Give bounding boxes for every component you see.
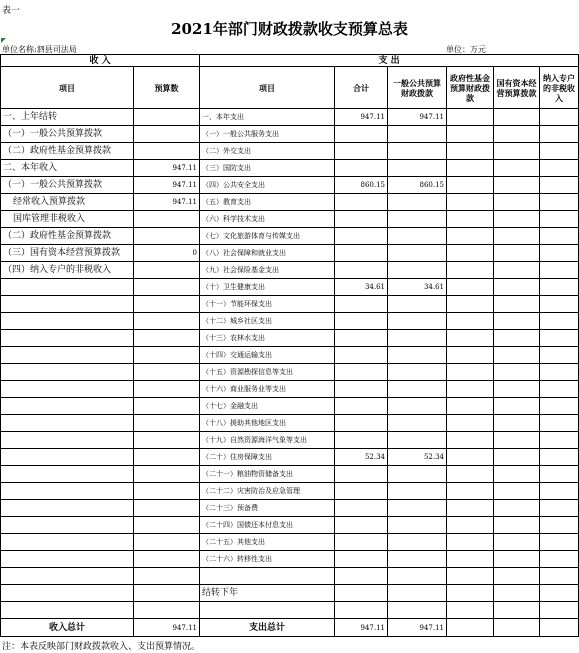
empty-cell xyxy=(494,602,540,619)
expense-general xyxy=(388,432,447,449)
expense-total: 52.34 xyxy=(335,449,388,466)
section-expense: 支 出 xyxy=(200,55,579,67)
income-budget xyxy=(134,466,200,483)
expense-item: （一）一般公共服务支出 xyxy=(200,126,335,143)
table-row xyxy=(1,279,579,296)
expense-general xyxy=(388,347,447,364)
expense-general xyxy=(388,245,447,262)
empty-cell xyxy=(447,228,494,245)
table-row xyxy=(1,602,579,619)
income-item xyxy=(1,568,134,585)
income-item xyxy=(1,279,134,296)
empty-cell xyxy=(540,585,579,602)
income-budget xyxy=(134,109,200,126)
empty-cell xyxy=(540,279,579,296)
expense-general xyxy=(388,517,447,534)
expense-total xyxy=(335,466,388,483)
expense-general xyxy=(388,211,447,228)
expense-item: （二十二）灾害防治及应急管理 xyxy=(200,483,335,500)
expense-total xyxy=(335,347,388,364)
table-row xyxy=(1,466,579,483)
expense-item: （七）文化旅游体育与传媒支出 xyxy=(200,228,335,245)
income-total-value: 947.11 xyxy=(134,619,200,637)
income-budget xyxy=(134,398,200,415)
income-item xyxy=(1,449,134,466)
expense-item: （十一）节能环保支出 xyxy=(200,296,335,313)
income-budget xyxy=(134,585,200,602)
expense-general xyxy=(388,551,447,568)
empty-cell xyxy=(540,568,579,585)
income-budget xyxy=(134,568,200,585)
expense-total xyxy=(335,551,388,568)
income-total-label: 收入总计 xyxy=(1,619,134,637)
income-item xyxy=(1,330,134,347)
empty-cell xyxy=(540,194,579,211)
empty-cell xyxy=(447,602,494,619)
empty-cell xyxy=(494,211,540,228)
empty-cell xyxy=(447,534,494,551)
expense-item: （二十五）其他支出 xyxy=(200,534,335,551)
empty-cell xyxy=(494,313,540,330)
expense-total xyxy=(335,364,388,381)
income-item xyxy=(1,517,134,534)
empty-cell xyxy=(494,330,540,347)
empty-cell xyxy=(494,483,540,500)
expense-item: （十）卫生健康支出 xyxy=(200,279,335,296)
table-row xyxy=(1,398,579,415)
empty-cell xyxy=(447,585,494,602)
unit-name: 单位名称:泗县司法局 xyxy=(2,45,77,54)
empty-cell xyxy=(494,228,540,245)
table-row xyxy=(1,585,579,602)
expense-general xyxy=(388,585,447,602)
expense-total-label: 支出总计 xyxy=(200,619,335,637)
income-budget xyxy=(134,551,200,568)
table-row xyxy=(1,347,579,364)
empty-cell xyxy=(447,177,494,194)
section-income: 收 入 xyxy=(1,55,200,67)
expense-total xyxy=(335,228,388,245)
table-row xyxy=(1,194,579,211)
expense-total xyxy=(335,143,388,160)
empty-cell xyxy=(494,194,540,211)
empty-cell xyxy=(494,449,540,466)
empty-cell xyxy=(494,347,540,364)
expense-item: （十三）农林水支出 xyxy=(200,330,335,347)
table-row xyxy=(1,296,579,313)
income-item xyxy=(1,551,134,568)
table-row xyxy=(1,177,579,194)
empty-cell xyxy=(447,449,494,466)
expense-total xyxy=(335,381,388,398)
expense-general xyxy=(388,330,447,347)
expense-total xyxy=(335,262,388,279)
expense-general xyxy=(388,262,447,279)
col-nontax: 纳入专户的非税收入 xyxy=(540,67,579,109)
expense-item: （十四）交通运输支出 xyxy=(200,347,335,364)
income-budget xyxy=(134,279,200,296)
table-row xyxy=(1,534,579,551)
expense-item: （二十四）国债还本付息支出 xyxy=(200,517,335,534)
income-item xyxy=(1,364,134,381)
table-row xyxy=(1,415,579,432)
expense-total xyxy=(335,568,388,585)
empty-cell xyxy=(540,211,579,228)
empty-cell xyxy=(540,364,579,381)
empty-cell xyxy=(494,143,540,160)
income-item: （一）一般公共预算拨款 xyxy=(1,177,134,194)
income-item xyxy=(1,602,134,619)
expense-total xyxy=(335,602,388,619)
expense-total xyxy=(335,415,388,432)
empty-cell xyxy=(540,619,579,637)
table-row xyxy=(1,109,579,126)
empty-cell xyxy=(540,432,579,449)
page-title: 2021年部门财政拨款收支预算总表 xyxy=(171,20,408,38)
table-row xyxy=(1,262,579,279)
table-row xyxy=(1,364,579,381)
expense-total xyxy=(335,330,388,347)
income-budget xyxy=(134,143,200,160)
empty-cell xyxy=(447,279,494,296)
expense-item: （九）社会保险基金支出 xyxy=(200,262,335,279)
empty-cell xyxy=(540,602,579,619)
expense-item: （二十六）转移性支出 xyxy=(200,551,335,568)
income-item: 一、上年结转 xyxy=(1,109,134,126)
income-budget xyxy=(134,211,200,228)
income-budget xyxy=(134,602,200,619)
expense-general xyxy=(388,534,447,551)
empty-cell xyxy=(447,313,494,330)
table-row xyxy=(1,517,579,534)
expense-general xyxy=(388,143,447,160)
expense-general xyxy=(388,483,447,500)
empty-cell xyxy=(447,483,494,500)
expense-total-total: 947.11 xyxy=(335,619,388,637)
expense-total: 34.61 xyxy=(335,279,388,296)
empty-cell xyxy=(540,177,579,194)
empty-cell xyxy=(540,228,579,245)
income-item xyxy=(1,381,134,398)
income-budget xyxy=(134,432,200,449)
income-budget xyxy=(134,415,200,432)
income-item: （四）纳入专户的非税收入 xyxy=(1,262,134,279)
expense-general xyxy=(388,313,447,330)
income-budget: 947.11 xyxy=(134,194,200,211)
income-item xyxy=(1,432,134,449)
table-row xyxy=(1,381,579,398)
income-item xyxy=(1,398,134,415)
empty-cell xyxy=(494,466,540,483)
table-row xyxy=(1,551,579,568)
income-item: （三）国有资本经营预算拨款 xyxy=(1,245,134,262)
table-row xyxy=(1,228,579,245)
footnote: 注：本表反映部门财政拨款收入、支出预算情况。 xyxy=(2,642,201,652)
expense-item: （十五）资源勘探信息等支出 xyxy=(200,364,335,381)
empty-cell xyxy=(540,466,579,483)
empty-cell xyxy=(494,381,540,398)
expense-general xyxy=(388,160,447,177)
expense-item: （二十一）粮油物资储备支出 xyxy=(200,466,335,483)
income-item: （一）一般公共预算拨款 xyxy=(1,126,134,143)
expense-total xyxy=(335,585,388,602)
income-item xyxy=(1,500,134,517)
expense-item xyxy=(200,602,335,619)
expense-general xyxy=(388,500,447,517)
table-row xyxy=(1,500,579,517)
empty-cell xyxy=(540,415,579,432)
expense-item: （五）教育支出 xyxy=(200,194,335,211)
empty-cell xyxy=(494,160,540,177)
table-row xyxy=(1,432,579,449)
expense-total xyxy=(335,296,388,313)
empty-cell xyxy=(447,551,494,568)
empty-cell xyxy=(494,364,540,381)
table-row xyxy=(1,126,579,143)
table-row xyxy=(1,211,579,228)
income-budget xyxy=(134,483,200,500)
table-row xyxy=(1,568,579,585)
expense-item: （八）社会保障和就业支出 xyxy=(200,245,335,262)
expense-item: （二十）住房保障支出 xyxy=(200,449,335,466)
income-item xyxy=(1,483,134,500)
empty-cell xyxy=(540,347,579,364)
income-item: 经常收入预算拨款 xyxy=(1,194,134,211)
empty-cell xyxy=(447,432,494,449)
expense-general xyxy=(388,381,447,398)
expense-general: 947.11 xyxy=(388,109,447,126)
expense-total xyxy=(335,313,388,330)
expense-general xyxy=(388,466,447,483)
empty-cell xyxy=(447,296,494,313)
expense-total xyxy=(335,211,388,228)
empty-cell xyxy=(447,245,494,262)
empty-cell xyxy=(447,330,494,347)
col-state: 国有资本经营预算拨款 xyxy=(494,67,540,109)
income-budget: 0 xyxy=(134,245,200,262)
expense-item: （四）公共安全支出 xyxy=(200,177,335,194)
expense-total: 860.15 xyxy=(335,177,388,194)
comment-marker-icon xyxy=(1,38,6,43)
empty-cell xyxy=(540,296,579,313)
empty-cell xyxy=(494,568,540,585)
empty-cell xyxy=(540,449,579,466)
income-budget xyxy=(134,347,200,364)
empty-cell xyxy=(494,500,540,517)
section-header-row xyxy=(1,55,579,67)
expense-general: 860.15 xyxy=(388,177,447,194)
income-item xyxy=(1,313,134,330)
expense-item: 一、本年支出 xyxy=(200,109,335,126)
expense-total xyxy=(335,483,388,500)
income-item xyxy=(1,415,134,432)
empty-cell xyxy=(494,279,540,296)
empty-cell xyxy=(540,143,579,160)
empty-cell xyxy=(447,619,494,637)
col-fund: 政府性基金预算财政拨款 xyxy=(447,67,494,109)
income-item xyxy=(1,466,134,483)
empty-cell xyxy=(447,364,494,381)
income-budget xyxy=(134,449,200,466)
expense-general: 52.34 xyxy=(388,449,447,466)
empty-cell xyxy=(447,143,494,160)
empty-cell xyxy=(494,432,540,449)
expense-item: （十九）自然资源海洋气象等支出 xyxy=(200,432,335,449)
empty-cell xyxy=(447,500,494,517)
empty-cell xyxy=(447,194,494,211)
empty-cell xyxy=(540,262,579,279)
expense-item xyxy=(200,568,335,585)
expense-general xyxy=(388,602,447,619)
income-budget xyxy=(134,364,200,381)
empty-cell xyxy=(494,109,540,126)
empty-cell xyxy=(447,568,494,585)
col-item-income: 项目 xyxy=(1,67,134,109)
expense-general xyxy=(388,194,447,211)
empty-cell xyxy=(494,398,540,415)
income-budget xyxy=(134,228,200,245)
income-item: （二）政府性基金预算拨款 xyxy=(1,143,134,160)
col-general: 一般公共预算财政拨款 xyxy=(388,67,447,109)
unit-currency: 单位：万元 xyxy=(446,45,486,54)
empty-cell xyxy=(447,381,494,398)
empty-cell xyxy=(540,551,579,568)
expense-total xyxy=(335,432,388,449)
expense-total xyxy=(335,194,388,211)
empty-cell xyxy=(540,483,579,500)
expense-item: （三）国防支出 xyxy=(200,160,335,177)
empty-cell xyxy=(494,585,540,602)
empty-cell xyxy=(540,330,579,347)
expense-general xyxy=(388,398,447,415)
empty-cell xyxy=(447,517,494,534)
income-item: 国库管理非税收入 xyxy=(1,211,134,228)
income-item: 二、本年收入 xyxy=(1,160,134,177)
expense-item: 结转下年 xyxy=(200,585,335,602)
expense-total-general: 947.11 xyxy=(388,619,447,637)
col-item-expense: 项目 xyxy=(200,67,335,109)
empty-cell xyxy=(447,262,494,279)
expense-item: （十七）金融支出 xyxy=(200,398,335,415)
income-budget: 947.11 xyxy=(134,160,200,177)
empty-cell xyxy=(540,126,579,143)
empty-cell xyxy=(540,245,579,262)
empty-cell xyxy=(540,398,579,415)
empty-cell xyxy=(540,381,579,398)
expense-total xyxy=(335,500,388,517)
expense-total xyxy=(335,245,388,262)
income-item: （二）政府性基金预算拨款 xyxy=(1,228,134,245)
expense-general xyxy=(388,228,447,245)
expense-item: （十二）城乡社区支出 xyxy=(200,313,335,330)
expense-item: （六）科学技术支出 xyxy=(200,211,335,228)
empty-cell xyxy=(494,415,540,432)
empty-cell xyxy=(540,313,579,330)
column-header-row xyxy=(1,67,579,109)
empty-cell xyxy=(540,160,579,177)
income-budget xyxy=(134,381,200,398)
expense-general xyxy=(388,364,447,381)
income-budget xyxy=(134,517,200,534)
expense-total: 947.11 xyxy=(335,109,388,126)
empty-cell xyxy=(447,347,494,364)
col-budget: 预算数 xyxy=(134,67,200,109)
table-row xyxy=(1,330,579,347)
empty-cell xyxy=(447,415,494,432)
expense-total xyxy=(335,517,388,534)
table-row xyxy=(1,313,579,330)
total-row xyxy=(1,619,579,637)
empty-cell xyxy=(540,534,579,551)
empty-cell xyxy=(540,109,579,126)
empty-cell xyxy=(447,126,494,143)
table-row xyxy=(1,160,579,177)
expense-item: （十八）援助其他地区支出 xyxy=(200,415,335,432)
table-row xyxy=(1,143,579,160)
empty-cell xyxy=(447,211,494,228)
empty-cell xyxy=(494,551,540,568)
empty-cell xyxy=(540,517,579,534)
empty-cell xyxy=(447,109,494,126)
expense-item: （十六）商业服务业等支出 xyxy=(200,381,335,398)
income-item xyxy=(1,585,134,602)
income-budget: 947.11 xyxy=(134,177,200,194)
income-budget xyxy=(134,500,200,517)
expense-general xyxy=(388,296,447,313)
table-row xyxy=(1,449,579,466)
income-budget xyxy=(134,313,200,330)
empty-cell xyxy=(540,500,579,517)
table-number-label: 表一 xyxy=(2,6,21,16)
empty-cell xyxy=(494,126,540,143)
budget-table xyxy=(0,54,579,637)
income-budget xyxy=(134,534,200,551)
expense-general xyxy=(388,568,447,585)
empty-cell xyxy=(447,466,494,483)
table-row xyxy=(1,245,579,262)
empty-cell xyxy=(447,160,494,177)
empty-cell xyxy=(494,262,540,279)
col-total: 合计 xyxy=(335,67,388,109)
empty-cell xyxy=(494,177,540,194)
empty-cell xyxy=(494,517,540,534)
expense-general xyxy=(388,126,447,143)
empty-cell xyxy=(494,534,540,551)
empty-cell xyxy=(494,619,540,637)
empty-cell xyxy=(494,245,540,262)
income-item xyxy=(1,534,134,551)
table-row xyxy=(1,483,579,500)
expense-total xyxy=(335,126,388,143)
income-item xyxy=(1,296,134,313)
income-budget xyxy=(134,262,200,279)
expense-general xyxy=(388,415,447,432)
income-item xyxy=(1,347,134,364)
expense-item: （二十三）预备费 xyxy=(200,500,335,517)
expense-total xyxy=(335,160,388,177)
income-budget xyxy=(134,296,200,313)
empty-cell xyxy=(447,398,494,415)
empty-cell xyxy=(494,296,540,313)
expense-general: 34.61 xyxy=(388,279,447,296)
income-budget xyxy=(134,330,200,347)
expense-total xyxy=(335,534,388,551)
expense-total xyxy=(335,398,388,415)
expense-item: （二）外交支出 xyxy=(200,143,335,160)
income-budget xyxy=(134,126,200,143)
